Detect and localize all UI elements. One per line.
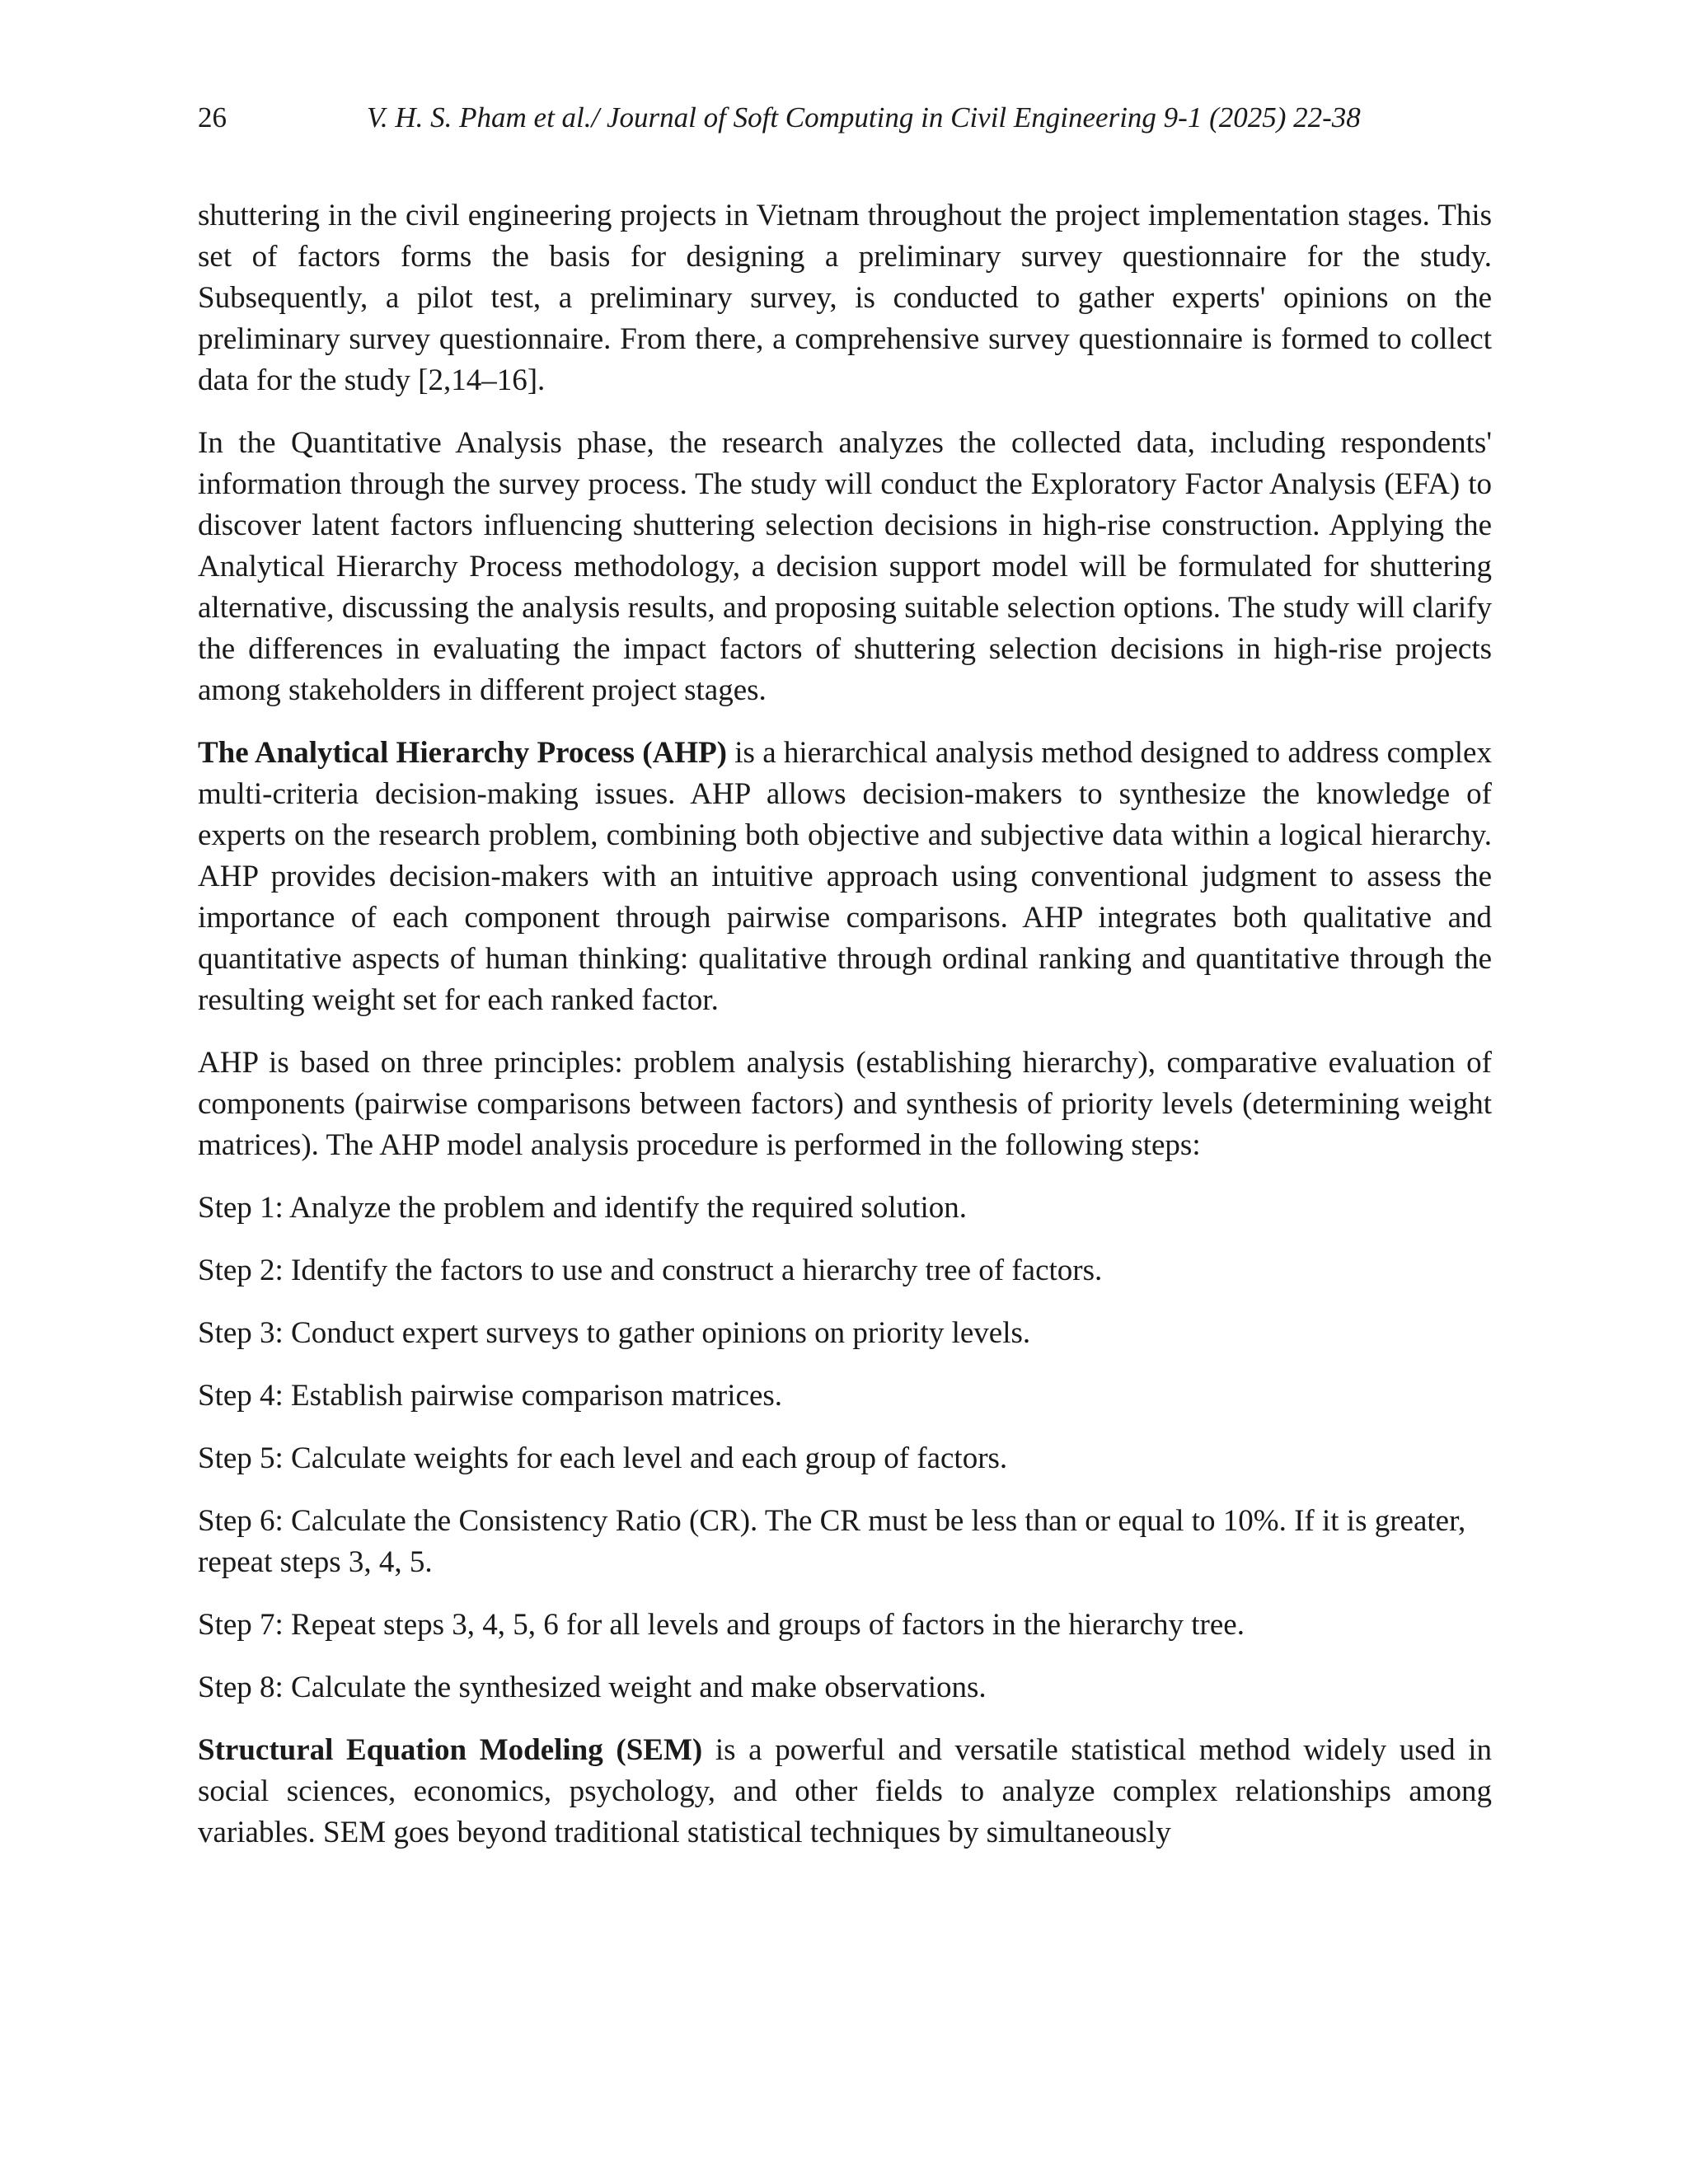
step-3: Step 3: Conduct expert surveys to gather opinions on priority levels. xyxy=(198,1316,1031,1350)
step-6: Step 6: Calculate the Consistency Ratio (CR). The CR must be less than or equal to 10%. If it is greater, repeat steps 3, 4, 5. xyxy=(198,1504,1466,1579)
step-7: Step 7: Repeat steps 3, 4, 5, 6 for all levels and groups of factors in the hierarchy tree. xyxy=(198,1608,1245,1642)
paragraph-ahp-principles: AHP is based on three principles: problem analysis (establishing hierarchy), comparative evaluation of components (pairwise comparisons between factors) and synthesis of priority levels (determining weight matrices). The AHP model analysis procedure is performed in the following steps: xyxy=(198,1046,1492,1162)
paragraph-ahp-definition xyxy=(198,733,1492,1021)
ahp-lead-term: The Analytical Hierarchy Process (AHP) xyxy=(198,736,727,770)
page-number: 26 xyxy=(198,101,227,134)
ahp-definition-text: is a hierarchical analysis method designed to address complex multi-criteria decision-making issues. AHP allows decision-makers to synthesize the knowledge of experts on the research problem, combining both objective and subjective data within a logical hierarchy. AHP provides decision-makers with an intuitive approach using conventional judgment to assess the importance of each component through pairwise comparisons. AHP integrates both qualitative and quantitative aspects of human thinking: qualitative through ordinal ranking and quantitative through the resulting weight set for each ranked factor. xyxy=(198,736,1492,1017)
step-5: Step 5: Calculate weights for each level and each group of factors. xyxy=(198,1441,1008,1475)
step-2: Step 2: Identify the factors to use and construct a hierarchy tree of factors. xyxy=(198,1254,1103,1287)
step-4: Step 4: Establish pairwise comparison matrices. xyxy=(198,1379,783,1413)
running-head: V. H. S. Pham et al./ Journal of Soft Computing in Civil Engineering 9-1 (2025) 22-38 xyxy=(367,101,1361,134)
body-text xyxy=(198,195,1492,1854)
step-8: Step 8: Calculate the synthesized weight and make observations. xyxy=(198,1671,987,1704)
paragraph-survey-design: shuttering in the civil engineering projects in Vietnam throughout the project implementation stages. This set of factors forms the basis for designing a preliminary survey questionnaire for the study. Subsequently, a pilot test, a preliminary survey, is conducted to gather experts' opinions on the preliminary survey questionnaire. From there, a comprehensive survey questionnaire is formed to collect data for the study [2,14–16]. xyxy=(198,199,1492,397)
step-1: Step 1: Analyze the problem and identify the required solution. xyxy=(198,1191,968,1225)
page-header xyxy=(198,97,1492,138)
sem-definition-text: is a powerful and versatile statistical method widely used in social sciences, economics, psychology, and other fields to analyze complex relationships among variables. SEM goes beyond traditional statistical techniques by simultaneously xyxy=(198,1733,1492,1849)
sem-lead-term: Structural Equation Modeling (SEM) xyxy=(198,1733,703,1767)
paragraph-quantitative-analysis: In the Quantitative Analysis phase, the research analyzes the collected data, including respondents' information through the survey process. The study will conduct the Exploratory Factor Analysis (EFA) to discover latent factors influencing shuttering selection decisions in high-rise construction. Applying the Analytical Hierarchy Process methodology, a decision support model will be formulated for shuttering alternative, discussing the analysis results, and proposing suitable selection options. The study will clarify the differences in evaluating the impact factors of shuttering selection decisions in high-rise projects among stakeholders in different project stages. xyxy=(198,426,1492,707)
paragraph-sem-definition xyxy=(198,1730,1492,1854)
